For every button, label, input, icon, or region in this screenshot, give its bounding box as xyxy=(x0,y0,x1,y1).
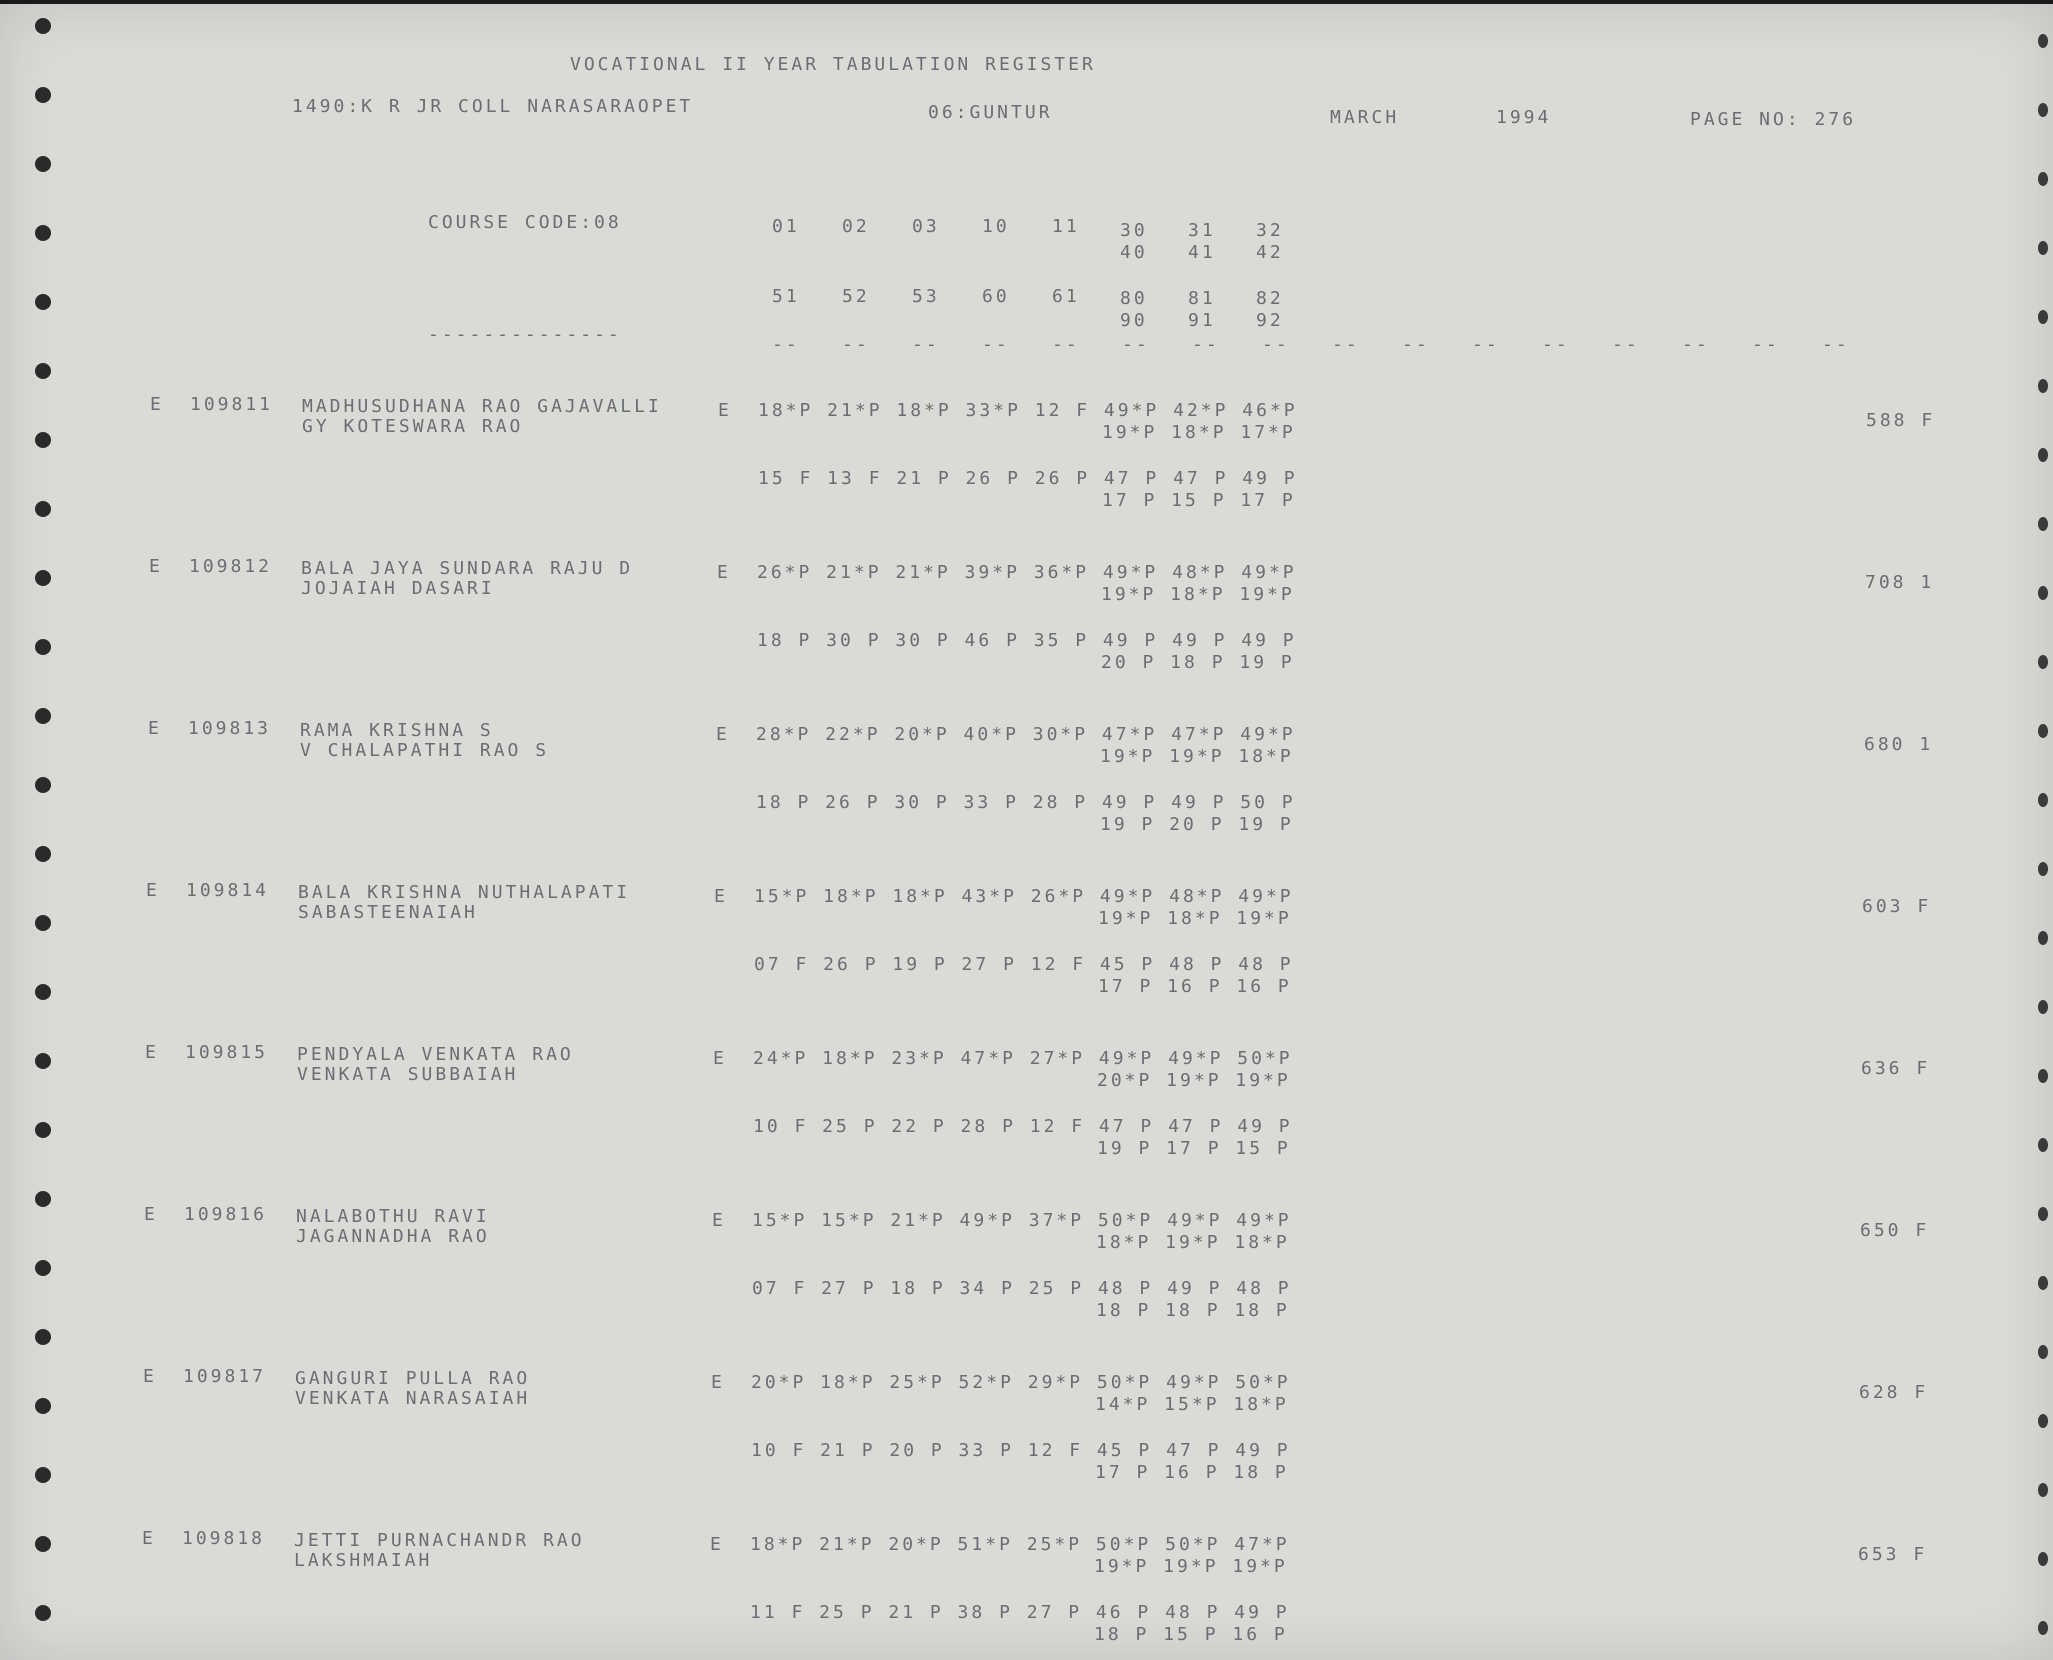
feed-hole xyxy=(2038,793,2048,807)
feed-hole xyxy=(2038,931,2048,945)
feed-hole xyxy=(35,1398,51,1414)
college-name: 1490:K R JR COLL NARASARAOPET xyxy=(292,96,694,117)
marks-row-1b: 19*P 19*P 18*P xyxy=(1100,746,1294,767)
feed-hole xyxy=(2038,34,2048,48)
feed-hole xyxy=(2038,1621,2048,1635)
medium-code: E xyxy=(711,1372,725,1393)
feed-hole xyxy=(35,639,51,655)
subject-code: 32 xyxy=(1256,220,1284,241)
page-number: PAGE NO: 276 xyxy=(1690,109,1857,130)
subject-code: 40 xyxy=(1120,242,1148,263)
subject-code: 60 xyxy=(982,286,1010,307)
subject-code: 01 xyxy=(772,216,800,237)
marks-row-2: 18 P 30 P 30 P 46 P 35 P 49 P 49 P 49 P xyxy=(757,630,1297,651)
marks-row-1b: 20*P 19*P 19*P xyxy=(1097,1070,1291,1091)
feed-hole xyxy=(2038,1207,2048,1221)
subject-code: 11 xyxy=(1052,216,1080,237)
marks-row-1b: 19*P 19*P 19*P xyxy=(1094,1556,1288,1577)
subject-code: 82 xyxy=(1256,288,1284,309)
feed-hole xyxy=(2038,1069,2048,1083)
feed-hole xyxy=(35,225,51,241)
feed-hole xyxy=(2038,103,2048,117)
total-result: 708 1 xyxy=(1865,572,1935,593)
subject-code: 81 xyxy=(1188,288,1216,309)
roll-number: 109813 xyxy=(188,718,272,739)
candidate-name: NALABOTHU RAVI xyxy=(296,1206,490,1227)
marks-row-1: 15*P 18*P 18*P 43*P 26*P 49*P 48*P 49*P xyxy=(754,886,1294,907)
column-dash: -- xyxy=(1402,334,1430,355)
parent-name: GY KOTESWARA RAO xyxy=(302,416,524,437)
roll-number: 109812 xyxy=(189,556,273,577)
marks-row-2b: 20 P 18 P 19 P xyxy=(1101,652,1295,673)
marks-row-1b: 14*P 15*P 18*P xyxy=(1095,1394,1289,1415)
feed-hole xyxy=(2038,1138,2048,1152)
marks-row-1: 18*P 21*P 18*P 33*P 12 F 49*P 42*P 46*P xyxy=(758,400,1298,421)
subject-code: 10 xyxy=(982,216,1010,237)
feed-hole xyxy=(2038,586,2048,600)
marks-row-2b: 19 P 17 P 15 P xyxy=(1097,1138,1291,1159)
category-code: E xyxy=(148,718,162,739)
category-code: E xyxy=(145,1042,159,1063)
feed-hole xyxy=(2038,1483,2048,1497)
marks-row-1b: 18*P 19*P 18*P xyxy=(1096,1232,1290,1253)
column-dash: -- xyxy=(982,334,1010,355)
marks-row-1b: 19*P 18*P 19*P xyxy=(1101,584,1295,605)
total-result: 636 F xyxy=(1861,1058,1931,1079)
subject-code: 80 xyxy=(1120,288,1148,309)
marks-row-2: 15 F 13 F 21 P 26 P 26 P 47 P 47 P 49 P xyxy=(758,468,1298,489)
marks-row-1b: 19*P 18*P 19*P xyxy=(1098,908,1292,929)
feed-hole xyxy=(35,432,51,448)
candidate-name: PENDYALA VENKATA RAO xyxy=(297,1044,574,1065)
total-result: 603 F xyxy=(1862,896,1932,917)
feed-hole xyxy=(35,777,51,793)
feed-hole xyxy=(2038,724,2048,738)
medium-code: E xyxy=(710,1534,724,1555)
marks-row-2b: 17 P 16 P 16 P xyxy=(1098,976,1292,997)
feed-hole xyxy=(35,501,51,517)
total-result: 680 1 xyxy=(1864,734,1934,755)
feed-hole xyxy=(2038,172,2048,186)
feed-hole xyxy=(35,156,51,172)
feed-hole xyxy=(35,1053,51,1069)
column-dash: -- xyxy=(1752,334,1780,355)
column-dash: -- xyxy=(1472,334,1500,355)
candidate-name: JETTI PURNACHANDR RAO xyxy=(294,1530,585,1551)
medium-code: E xyxy=(712,1210,726,1231)
parent-name: JOJAIAH DASARI xyxy=(301,578,495,599)
exam-month: MARCH xyxy=(1330,107,1400,128)
feed-hole xyxy=(35,1605,51,1621)
candidate-name: MADHUSUDHANA RAO GAJAVALLI xyxy=(302,396,662,417)
column-dash: -- xyxy=(1682,334,1710,355)
candidate-name: RAMA KRISHNA S xyxy=(300,720,494,741)
marks-row-1: 24*P 18*P 23*P 47*P 27*P 49*P 49*P 50*P xyxy=(753,1048,1293,1069)
subject-code: 02 xyxy=(842,216,870,237)
feed-hole xyxy=(35,984,51,1000)
subject-code: 52 xyxy=(842,286,870,307)
marks-row-2: 11 F 25 P 21 P 38 P 27 P 46 P 48 P 49 P xyxy=(750,1602,1290,1623)
marks-row-1: 28*P 22*P 20*P 40*P 30*P 47*P 47*P 49*P xyxy=(756,724,1296,745)
marks-row-1: 15*P 15*P 21*P 49*P 37*P 50*P 49*P 49*P xyxy=(752,1210,1292,1231)
column-dash: -- xyxy=(1192,334,1220,355)
marks-row-2: 07 F 26 P 19 P 27 P 12 F 45 P 48 P 48 P xyxy=(754,954,1294,975)
exam-year: 1994 xyxy=(1496,107,1552,128)
feed-hole xyxy=(35,1329,51,1345)
medium-code: E xyxy=(718,400,732,421)
medium-code: E xyxy=(717,562,731,583)
feed-hole xyxy=(35,1536,51,1552)
roll-number: 109815 xyxy=(185,1042,269,1063)
column-dash: -- xyxy=(1052,334,1080,355)
register-title: VOCATIONAL II YEAR TABULATION REGISTER xyxy=(570,54,1096,75)
feed-hole xyxy=(35,846,51,862)
feed-hole xyxy=(2038,1345,2048,1359)
subject-code: 92 xyxy=(1256,310,1284,331)
parent-name: VENKATA NARASAIAH xyxy=(295,1388,531,1409)
marks-row-2b: 18 P 15 P 16 P xyxy=(1094,1624,1288,1645)
marks-row-2: 10 F 21 P 20 P 33 P 12 F 45 P 47 P 49 P xyxy=(751,1440,1291,1461)
tabulation-sheet xyxy=(0,4,2053,1660)
district: 06:GUNTUR xyxy=(928,102,1053,123)
marks-row-2b: 17 P 15 P 17 P xyxy=(1102,490,1296,511)
column-dash: -- xyxy=(1262,334,1290,355)
candidate-name: GANGURI PULLA RAO xyxy=(295,1368,531,1389)
feed-hole xyxy=(35,1260,51,1276)
total-result: 653 F xyxy=(1858,1544,1928,1565)
roll-number: 109811 xyxy=(190,394,274,415)
column-dash: -- xyxy=(1612,334,1640,355)
category-code: E xyxy=(142,1528,156,1549)
feed-hole xyxy=(35,87,51,103)
category-code: E xyxy=(150,394,164,415)
marks-row-1: 18*P 21*P 20*P 51*P 25*P 50*P 50*P 47*P xyxy=(750,1534,1290,1555)
category-code: E xyxy=(146,880,160,901)
feed-hole xyxy=(35,570,51,586)
parent-name: VENKATA SUBBAIAH xyxy=(297,1064,519,1085)
feed-hole xyxy=(35,1467,51,1483)
roll-number: 109814 xyxy=(186,880,270,901)
feed-hole xyxy=(35,708,51,724)
column-dash: -- xyxy=(772,334,800,355)
subject-code: 42 xyxy=(1256,242,1284,263)
marks-row-2b: 17 P 16 P 18 P xyxy=(1095,1462,1289,1483)
total-result: 650 F xyxy=(1860,1220,1930,1241)
medium-code: E xyxy=(713,1048,727,1069)
feed-hole xyxy=(35,1191,51,1207)
category-code: E xyxy=(144,1204,158,1225)
parent-name: JAGANNADHA RAO xyxy=(296,1226,490,1247)
feed-hole xyxy=(2038,517,2048,531)
medium-code: E xyxy=(716,724,730,745)
course-underline: -------------- xyxy=(428,324,622,345)
roll-number: 109817 xyxy=(183,1366,267,1387)
feed-hole xyxy=(35,18,51,34)
marks-row-2: 07 F 27 P 18 P 34 P 25 P 48 P 49 P 48 P xyxy=(752,1278,1292,1299)
total-result: 628 F xyxy=(1859,1382,1929,1403)
subject-code: 41 xyxy=(1188,242,1216,263)
parent-name: SABASTEENAIAH xyxy=(298,902,478,923)
feed-hole xyxy=(2038,448,2048,462)
feed-hole xyxy=(35,1122,51,1138)
column-dash: -- xyxy=(1122,334,1150,355)
candidate-name: BALA JAYA SUNDARA RAJU D xyxy=(301,558,634,579)
total-result: 588 F xyxy=(1866,410,1936,431)
marks-row-1: 26*P 21*P 21*P 39*P 36*P 49*P 48*P 49*P xyxy=(757,562,1297,583)
column-dash: -- xyxy=(1332,334,1360,355)
feed-hole xyxy=(35,363,51,379)
marks-row-1: 20*P 18*P 25*P 52*P 29*P 50*P 49*P 50*P xyxy=(751,1372,1291,1393)
category-code: E xyxy=(149,556,163,577)
marks-row-2: 10 F 25 P 22 P 28 P 12 F 47 P 47 P 49 P xyxy=(753,1116,1293,1137)
feed-hole xyxy=(35,915,51,931)
roll-number: 109818 xyxy=(182,1528,266,1549)
parent-name: V CHALAPATHI RAO S xyxy=(300,740,550,761)
subject-code: 90 xyxy=(1120,310,1148,331)
feed-hole xyxy=(2038,241,2048,255)
category-code: E xyxy=(143,1366,157,1387)
subject-code: 51 xyxy=(772,286,800,307)
feed-hole xyxy=(2038,1276,2048,1290)
feed-hole xyxy=(2038,1414,2048,1428)
parent-name: LAKSHMAIAH xyxy=(294,1550,433,1571)
subject-code: 91 xyxy=(1188,310,1216,331)
course-code: COURSE CODE:08 xyxy=(428,212,622,233)
feed-hole xyxy=(2038,655,2048,669)
feed-hole xyxy=(2038,862,2048,876)
subject-code: 30 xyxy=(1120,220,1148,241)
column-dash: -- xyxy=(1542,334,1570,355)
feed-hole xyxy=(2038,1000,2048,1014)
feed-hole xyxy=(2038,379,2048,393)
subject-code: 61 xyxy=(1052,286,1080,307)
feed-hole xyxy=(35,294,51,310)
column-dash: -- xyxy=(912,334,940,355)
feed-hole xyxy=(2038,310,2048,324)
column-dash: -- xyxy=(842,334,870,355)
subject-code: 31 xyxy=(1188,220,1216,241)
feed-hole xyxy=(2038,1552,2048,1566)
roll-number: 109816 xyxy=(184,1204,268,1225)
marks-row-2: 18 P 26 P 30 P 33 P 28 P 49 P 49 P 50 P xyxy=(756,792,1296,813)
medium-code: E xyxy=(714,886,728,907)
column-dash: -- xyxy=(1822,334,1850,355)
subject-code: 03 xyxy=(912,216,940,237)
marks-row-2b: 19 P 20 P 19 P xyxy=(1100,814,1294,835)
candidate-name: BALA KRISHNA NUTHALAPATI xyxy=(298,882,631,903)
marks-row-1b: 19*P 18*P 17*P xyxy=(1102,422,1296,443)
subject-code: 53 xyxy=(912,286,940,307)
marks-row-2b: 18 P 18 P 18 P xyxy=(1096,1300,1290,1321)
